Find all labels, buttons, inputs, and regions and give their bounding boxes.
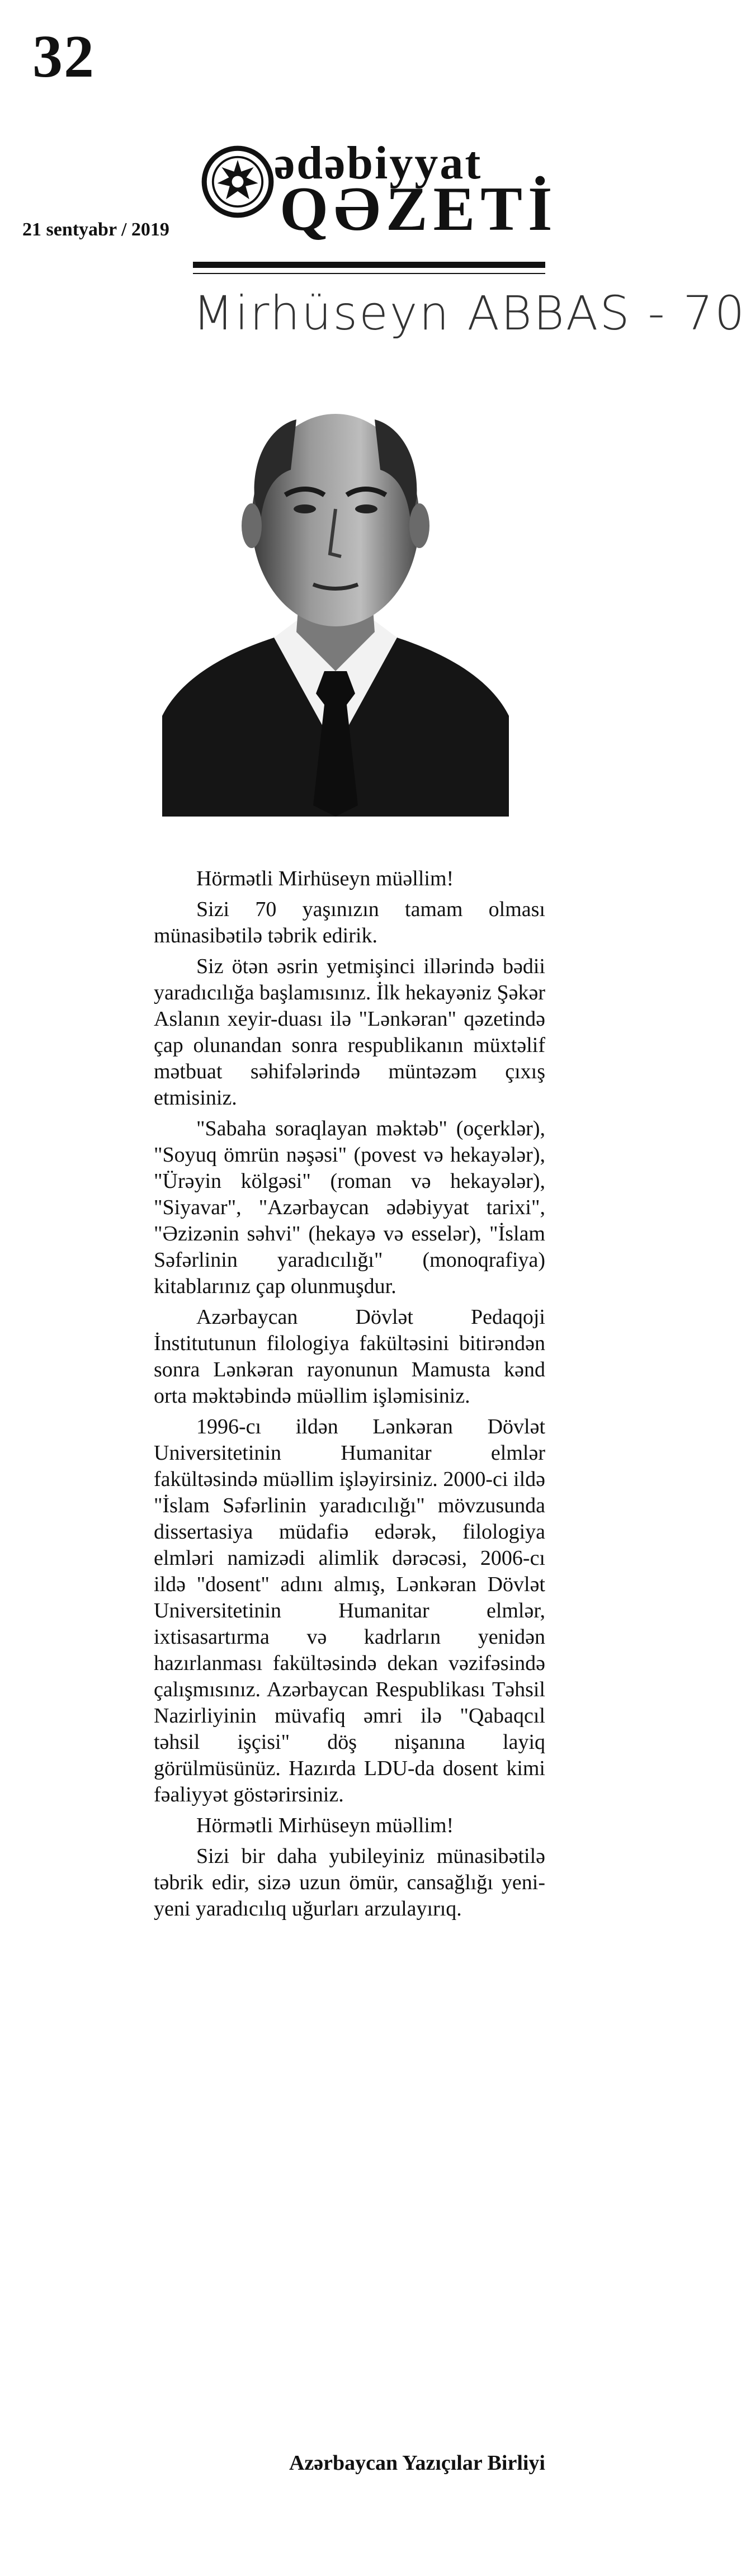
azerbaijan-star-emblem-icon	[201, 145, 274, 218]
page-number: 32	[32, 23, 95, 90]
header-rule-thin	[193, 273, 545, 274]
article-signature: Azərbaycan Yazıçılar Birliyi	[289, 2451, 545, 2475]
masthead-title-line1: ədəbiyyat	[274, 137, 483, 189]
article-paragraph: Sizi bir daha yubileyiniz münasibətilə təbrik edir, sizə uzun ömür, cansağlığı yeni-yeni yaradıcılıq uğurları arzulayırıq.	[154, 1844, 545, 1921]
article-paragraph: "Sabaha soraqlayan məktəb" (oçerklər), "Soyuq ömrün nəşəsi" (povest və hekayələr), "Ürəyin kölgəsi" (roman və hekayələr), "Siyavar", "Azərbaycan ədəbiyyat tarixi", "Əzizənin səhvi" (hekayə və esselər), "İslam Səfərlinin yaradıcılığı" (monoqrafiya) kitablarınız çap olunmuşdur.	[154, 1117, 545, 1298]
issue-date: 21 sentyabr / 2019	[22, 219, 169, 240]
article-paragraph: Azərbaycan Dövlət Pedaqoji İnstitutunun filologiya fakültəsini bitirəndən sonra Lənkəran rayonunun Mamusta kənd orta məktəbində müəllim işləmisiniz.	[154, 1305, 545, 1408]
newspaper-masthead	[185, 134, 558, 244]
article-paragraph: Hörmətli Mirhüseyn müəllim!	[196, 867, 454, 890]
header-rule-thick	[193, 262, 545, 268]
article-paragraph: Hörmətli Mirhüseyn müəllim!	[196, 1814, 454, 1837]
masthead-title-line2: QƏZETİ	[280, 174, 558, 244]
section-title: Mirhüseyn ABBAS - 70	[193, 286, 746, 341]
article-paragraph: 1996-cı ildən Lənkəran Dövlət Universitetinin Humanitar elmlər fakültəsində müəllim işləyirsiniz. 2000-ci ildə "İslam Səfərlinin yaradıcılığı" mövzusunda dissertasiya müdafiə edərək, filologiya elmləri namizədi alimlik dərəcəsi, 2006-cı ildə "dosent" adını almış, Lənkəran Dövlət Universitetinin Humanitar elmlər, ixtisasartırma və kadrların yenidən hazırlanması fakültəsində dekan vəzifəsində çalışmısınız. Azərbaycan Respublikası Təhsil Nazirliyinin müvafiq əmri ilə "Qabaqcıl təhsil işçisi" döş nişanına layiq görülmüsünüz. Hazırda LDU-da dosent kimi fəaliyyət göstərirsiniz.	[154, 1415, 545, 1806]
article-body	[154, 866, 545, 1927]
article-paragraph: Siz ötən əsrin yetmişinci illərində bədii yaradıcılığa başlamısınız. İlk hekayəniz Şəkər Aslanın xeyir-duası ilə "Lənkəran" qəzetində çap olunandan sonra respublikanın müxtəlif mətbuat səhifələrində müntəzəm çıxış etmisiniz.	[154, 955, 545, 1110]
article-paragraph: Sizi 70 yaşınızın tamam olması münasibətilə təbrik edirik.	[154, 898, 545, 947]
portrait-photo	[162, 358, 509, 817]
